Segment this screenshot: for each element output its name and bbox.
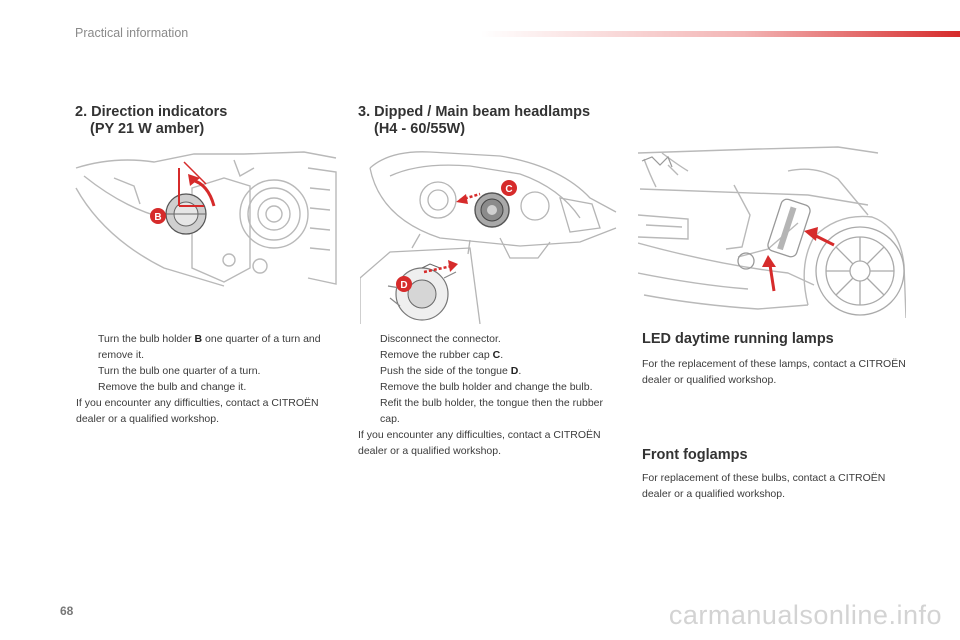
list-item: Turn the bulb holder B one quarter of a turn and remove it. [98,333,321,361]
section-3-note: If you encounter any difficulties, contact a CITROËN dealer or a qualified workshop. [358,429,601,457]
headlamp-illustration [360,148,618,324]
list-item: Remove the bulb holder and change the bulb. [380,381,593,393]
label-b: B [154,212,162,223]
page-number: 68 [60,604,74,618]
header-accent-bar [480,31,960,37]
list-item: Remove the rubber cap C. [380,349,504,361]
watermark-text: carmanualsonline.info [668,600,942,630]
list-item: Remove the bulb and change it. [98,381,247,393]
section-2-instructions [76,331,346,427]
section-2-title-line2: (PY 21 W amber) [90,121,205,137]
section-3-title-line2: (H4 - 60/55W) [374,121,466,137]
section-3-title-line1: 3. Dipped / Main beam headlamps [358,104,591,120]
foglamps-section-title: Front foglamps [642,447,748,463]
foglamps-section-text: For replacement of these bulbs, contact a CITROËN dealer or a qualified workshop. [642,472,886,500]
list-item: Disconnect the connector. [380,333,501,345]
label-d: D [400,280,408,291]
car-front-illustration [638,145,906,318]
section-2-note: If you encounter any difficulties, contact a CITROËN dealer or a qualified workshop. [76,397,319,425]
section-3-instructions [358,331,616,459]
section-2-title [75,104,227,138]
led-section-text: For the replacement of these lamps, contact a CITROËN dealer or qualified workshop. [642,358,906,386]
label-c: C [505,184,513,195]
direction-indicator-illustration [74,148,338,290]
section-3-title [358,104,590,138]
list-item: Push the side of the tongue D. [380,365,522,377]
section-2-title-line1: 2. Direction indicators [75,104,228,120]
led-section-title: LED daytime running lamps [642,331,834,347]
list-item: Turn the bulb one quarter of a turn. [98,365,261,377]
list-item: Refit the bulb holder, the tongue then the rubber cap. [380,397,603,425]
page-header-title: Practical information [75,26,189,40]
